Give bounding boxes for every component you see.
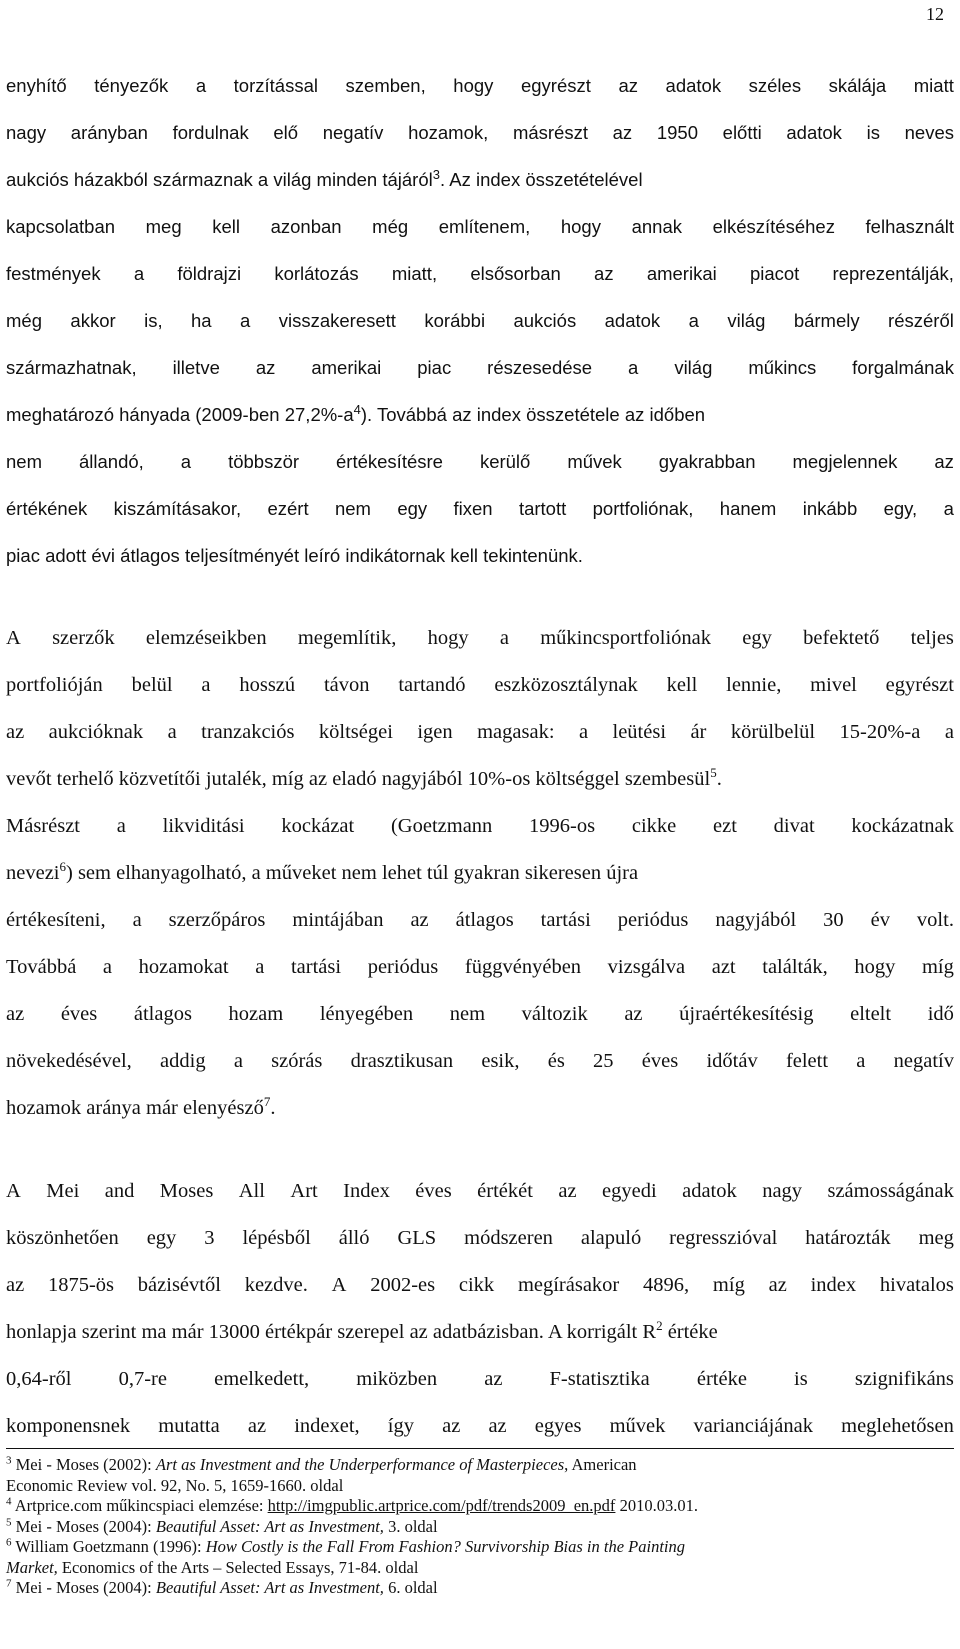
footnote-3-continuation: Economic Review vol. 92, No. 5, 1659-1660. oldal	[6, 1475, 344, 1495]
text-line: portfolióján belül a hosszú távon tartandó eszközosztálynak kell lennie, mivel egyrészt	[6, 674, 954, 696]
text-line: komponensnek mutatta az indexet, így az az egyes művek varianciájának meglehetősen	[6, 1415, 954, 1437]
footnotes	[6, 1448, 954, 1599]
text-segment: meghatározó hányada (2009-ben $27,2\%-a^4$). Továbbá az index összetétele az időben	[6, 401, 706, 425]
text-line	[6, 156, 954, 203]
text-line: még akkor is, ha a visszakeresett korábbi aukciós adatok a világ bármely részéről	[6, 310, 954, 331]
footnote-ref-7[interactable]: 7	[263, 1094, 271, 1110]
text-line: festmények a földrajzi korlátozás miatt, elsősorban az amerikai piacot reprezentálják,	[6, 263, 954, 284]
text-segment: aukciós házakból származnak a világ minden tájáról$^3$. Az index összetételével	[6, 166, 643, 190]
footnote-number: 7	[6, 1577, 12, 1590]
footnote-6-continuation: Market, Economics of the Arts – Selected Essays, 71-84. oldal	[6, 1557, 419, 1577]
footnote-6: $^6$ William Goetzmann (1996): How Costly is the Fall From Fashion? Survivorship Bias in the Painting	[6, 1536, 685, 1556]
footnote-5: $^5$ Mei - Moses (2004): Beautiful Asset: Art as Investment, 3. oldal	[6, 1516, 438, 1536]
text-line: köszönhetően egy 3 lépésből álló GLS módszeren alapuló regresszióval határozták meg	[6, 1227, 954, 1249]
text-line: Továbbá a hozamokat a tartási periódus függvényében vizsgálva azt találták, hogy míg	[6, 956, 954, 978]
footnote-number: 6	[6, 1536, 12, 1549]
footnote-3: $^3$ Mei - Moses (2002): Art as Investment and the Underperformance of Masterpieces, American	[6, 1454, 637, 1474]
text-line	[6, 1085, 954, 1132]
footnote-link[interactable]: http://imgpublic.artprice.com/pdf/trends2009_en.pdf	[267, 1496, 616, 1515]
footnote-number: 3	[6, 1454, 12, 1467]
text-line: piac adott évi átlagos teljesítményét leíró indikátornak kell tekintenünk.	[6, 545, 583, 566]
text-segment: honlapja szerint ma már 13000 értékpár szerepel az adatbázisban. A korrigált $R^2$ értéke	[6, 1318, 718, 1343]
footnote-ref-5[interactable]: 5	[710, 765, 717, 781]
text-line: A szerzők elemzéseikben megemlítik, hogy a műkincsportfoliónak egy befektető teljes	[6, 627, 954, 649]
text-segment: nevezi$^6$) sem elhanyagolható, a műveket nem lehet túl gyakran sikeresen újra	[6, 859, 639, 884]
text-line	[6, 1309, 954, 1356]
footnote-ref-3[interactable]: 3	[432, 166, 440, 182]
paragraph-3	[6, 1168, 954, 1450]
text-line: az 1875-ös bázisévtől kezdve. A 2002-es cikk megírásakor 4896, míg az index hivatalos	[6, 1274, 954, 1296]
footnote-7: $^7$ Mei - Moses (2004): Beautiful Asset: Art as Investment, 6. oldal	[6, 1577, 438, 1597]
paragraph-2	[6, 615, 954, 1132]
text-line: nem állandó, a többször értékesítésre kerülő művek gyakrabban megjelennek az	[6, 451, 954, 472]
text-line: az éves átlagos hozam lényegében nem változik az újraértékesítésig eltelt idő	[6, 1003, 954, 1025]
text-line: értékesíteni, a szerzőpáros mintájában az átlagos tartási periódus nagyjából 30 év volt.	[6, 909, 954, 931]
text-segment: vevőt terhelő közvetítői jutalék, míg az eladó nagyjából 10%-os költséggel szembesül$^5$.	[6, 765, 722, 790]
text-line: növekedésével, addig a szórás drasztikusan esik, és 25 éves időtáv felett a negatív	[6, 1050, 954, 1072]
footnote-ref-6[interactable]: 6	[59, 859, 66, 875]
text-line: kapcsolatban meg kell azonban még említenem, hogy annak elkészítéséhez felhasznált	[6, 216, 954, 237]
footnote-title: Art as Investment and the Underperformance of Masterpieces	[155, 1455, 565, 1474]
text-line	[6, 756, 954, 803]
text-line	[6, 850, 954, 897]
page-number: 12	[926, 4, 944, 24]
footnote-title: Beautiful Asset: Art as Investment,	[155, 1516, 384, 1536]
text-line	[6, 391, 954, 438]
paragraph-1	[6, 62, 954, 579]
text-line: nagy arányban fordulnak elő negatív hozamok, másrészt az 1950 előtti adatok is neves	[6, 122, 954, 143]
text-line: enyhítő tényezők a torzítással szemben, hogy egyrészt az adatok széles skálája miatt	[6, 75, 954, 96]
footnote-4: $^4$ Artprice.com műkincspiaci elemzése: http://imgpublic.artprice.com/pdf/trends2009_en.pdf 2010.03.01.	[6, 1495, 698, 1515]
footnote-number: 5	[6, 1516, 12, 1528]
text-line: A Mei and Moses All Art Index éves értékét az egyedi adatok nagy számosságának	[6, 1180, 954, 1202]
footnote-title: Beautiful Asset: Art as Investment,	[155, 1578, 384, 1597]
text-line: származhatnak, illetve az amerikai piac részesedése a világ műkincs forgalmának	[6, 357, 954, 378]
footnote-title: How Costly is the Fall From Fashion? Survivorship Bias in the Painting	[205, 1537, 685, 1556]
text-line: Másrészt a likviditási kockázat (Goetzmann 1996-os cikke ezt divat kockázatnak	[6, 815, 954, 837]
body-text	[6, 62, 954, 1450]
text-line: az aukcióknak a tranzakciós költségei igen magasak: a leütési ár körülbelül 15-20%-a a	[6, 721, 954, 743]
text-line: 0,64-ről 0,7-re emelkedett, miközben az F-statisztika értéke is szignifikáns	[6, 1368, 954, 1390]
r-squared-superscript: 2	[656, 1318, 663, 1334]
text-line: értékének kiszámításakor, ezért nem egy fixen tartott portfoliónak, hanem inkább egy, a	[6, 498, 954, 519]
footnote-ref-4[interactable]: 4	[353, 401, 361, 417]
text-segment: hozamok aránya már elenyésző$^7$.	[6, 1094, 276, 1119]
footnote-number: 4	[6, 1495, 12, 1508]
